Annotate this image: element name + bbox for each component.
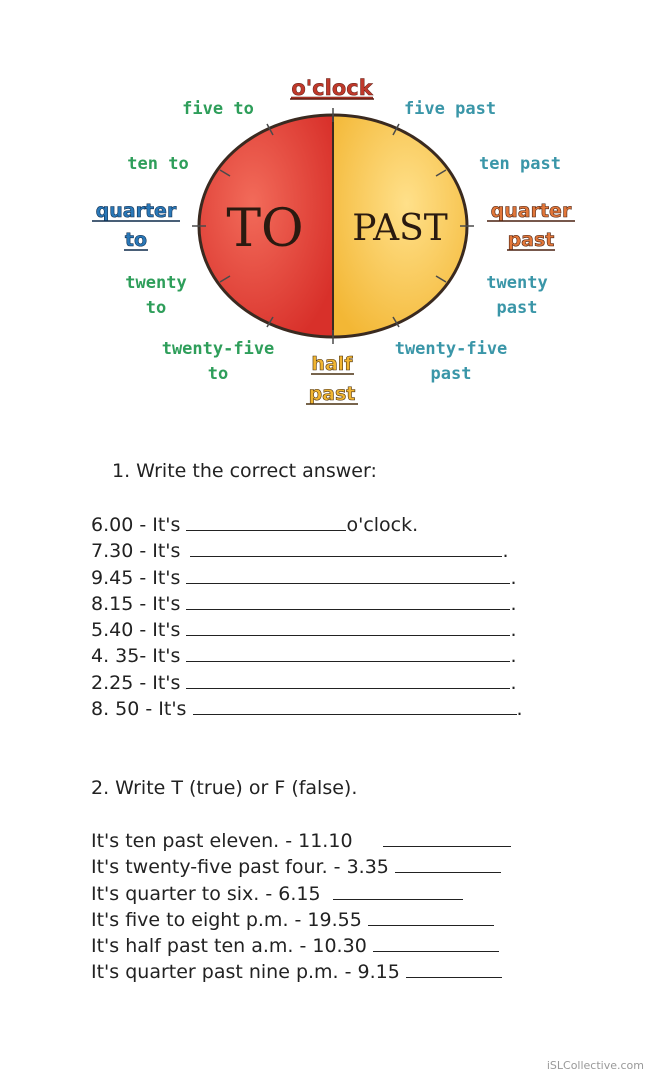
quarter-past-label-1: quarter	[490, 200, 572, 222]
answer-blank[interactable]	[186, 608, 510, 610]
quarter-past-label-2: past	[507, 229, 555, 251]
ex1-suffix: .	[510, 619, 517, 641]
past-label: PAST	[352, 208, 448, 249]
clock-diagram	[0, 0, 658, 420]
ex1-suffix: .	[510, 645, 517, 667]
ex1-prefix: 5.40 - It's	[91, 619, 181, 641]
ex2-statement: It's five to eight p.m. - 19.55	[91, 909, 362, 931]
ex2-statement: It's quarter past nine p.m. - 9.15	[91, 961, 400, 983]
answer-blank[interactable]	[406, 976, 502, 978]
ex2-line-5	[91, 935, 499, 957]
ex2-line-2	[91, 856, 501, 878]
ex1-line-2	[91, 540, 509, 562]
answer-blank[interactable]	[186, 660, 510, 662]
answer-blank[interactable]	[186, 634, 510, 636]
answer-blank[interactable]	[186, 687, 510, 689]
twentyfive-to-label-2: to	[207, 364, 229, 384]
ex2-statement: It's half past ten a.m. - 10.30	[91, 935, 367, 957]
ex1-prefix: 8.15 - It's	[91, 593, 181, 615]
answer-blank[interactable]	[186, 582, 510, 584]
answer-blank[interactable]	[190, 555, 502, 557]
twentyfive-past-label-1: twenty-five	[394, 339, 508, 359]
ex1-suffix: .	[502, 540, 509, 562]
ex1-prefix: 2.25 - It's	[91, 672, 181, 694]
ex1-prefix: 6.00 - It's	[91, 514, 181, 536]
ex2-statement: It's ten past eleven. - 11.10	[91, 830, 353, 852]
ex2-statement: It's quarter to six. - 6.15	[91, 883, 321, 905]
ex1-suffix: .	[510, 672, 517, 694]
twentyfive-to-label-1: twenty-five	[161, 339, 275, 359]
ex2-line-6	[91, 961, 502, 983]
ten-past-label: ten past	[479, 154, 561, 174]
five-to-label: five to	[182, 99, 254, 119]
quarter-to-label-2: to	[124, 229, 148, 251]
watermark: iSLCollective.com	[546, 1059, 644, 1072]
ex1-prefix: 8. 50 - It's	[91, 698, 187, 720]
ex2-line-4	[91, 909, 494, 931]
ex1-prefix: 4. 35- It's	[91, 645, 181, 667]
answer-blank[interactable]	[368, 924, 494, 926]
exercise1-title: 1. Write the correct answer:	[112, 460, 377, 482]
ex2-statement: It's twenty-five past four. - 3.35	[91, 856, 389, 878]
answer-blank[interactable]	[373, 950, 499, 952]
ex1-line-4	[91, 593, 517, 615]
answer-blank[interactable]	[186, 529, 346, 531]
answer-blank[interactable]	[333, 898, 463, 900]
ex1-prefix: 7.30 - It's	[91, 540, 181, 562]
ex1-line-6	[91, 645, 517, 667]
twentyfive-past-label-2: past	[430, 364, 472, 384]
ex1-line-5	[91, 619, 517, 641]
ex1-suffix: .	[510, 593, 517, 615]
ex1-suffix: .	[516, 698, 523, 720]
five-past-label: five past	[403, 99, 497, 119]
ex1-prefix: 9.45 - It's	[91, 567, 181, 589]
exercise2-title: 2. Write T (true) or F (false).	[91, 777, 358, 799]
quarter-to-label-1: quarter	[95, 200, 177, 222]
ex1-line-3	[91, 567, 517, 589]
twenty-to-label-2: to	[145, 298, 167, 318]
twenty-to-label-1: twenty	[125, 273, 187, 293]
ex1-suffix: o'clock.	[346, 514, 419, 536]
twenty-past-label-1: twenty	[486, 273, 548, 293]
answer-blank[interactable]	[395, 871, 501, 873]
twenty-past-label-2: past	[496, 298, 538, 318]
half-past-label-1: half	[311, 353, 353, 375]
ex2-line-3	[91, 883, 463, 905]
answer-blank[interactable]	[383, 845, 511, 847]
answer-blank[interactable]	[193, 713, 517, 715]
ten-to-label: ten to	[127, 154, 189, 174]
ex2-line-1	[91, 830, 511, 852]
to-label: TO	[226, 199, 304, 259]
ex1-suffix: .	[510, 567, 517, 589]
half-past-label-2: past	[308, 383, 356, 405]
ex1-line-1	[91, 514, 418, 536]
ex1-line-8	[91, 698, 523, 720]
oclock-label: o'clock	[291, 76, 373, 100]
ex1-line-7	[91, 672, 517, 694]
